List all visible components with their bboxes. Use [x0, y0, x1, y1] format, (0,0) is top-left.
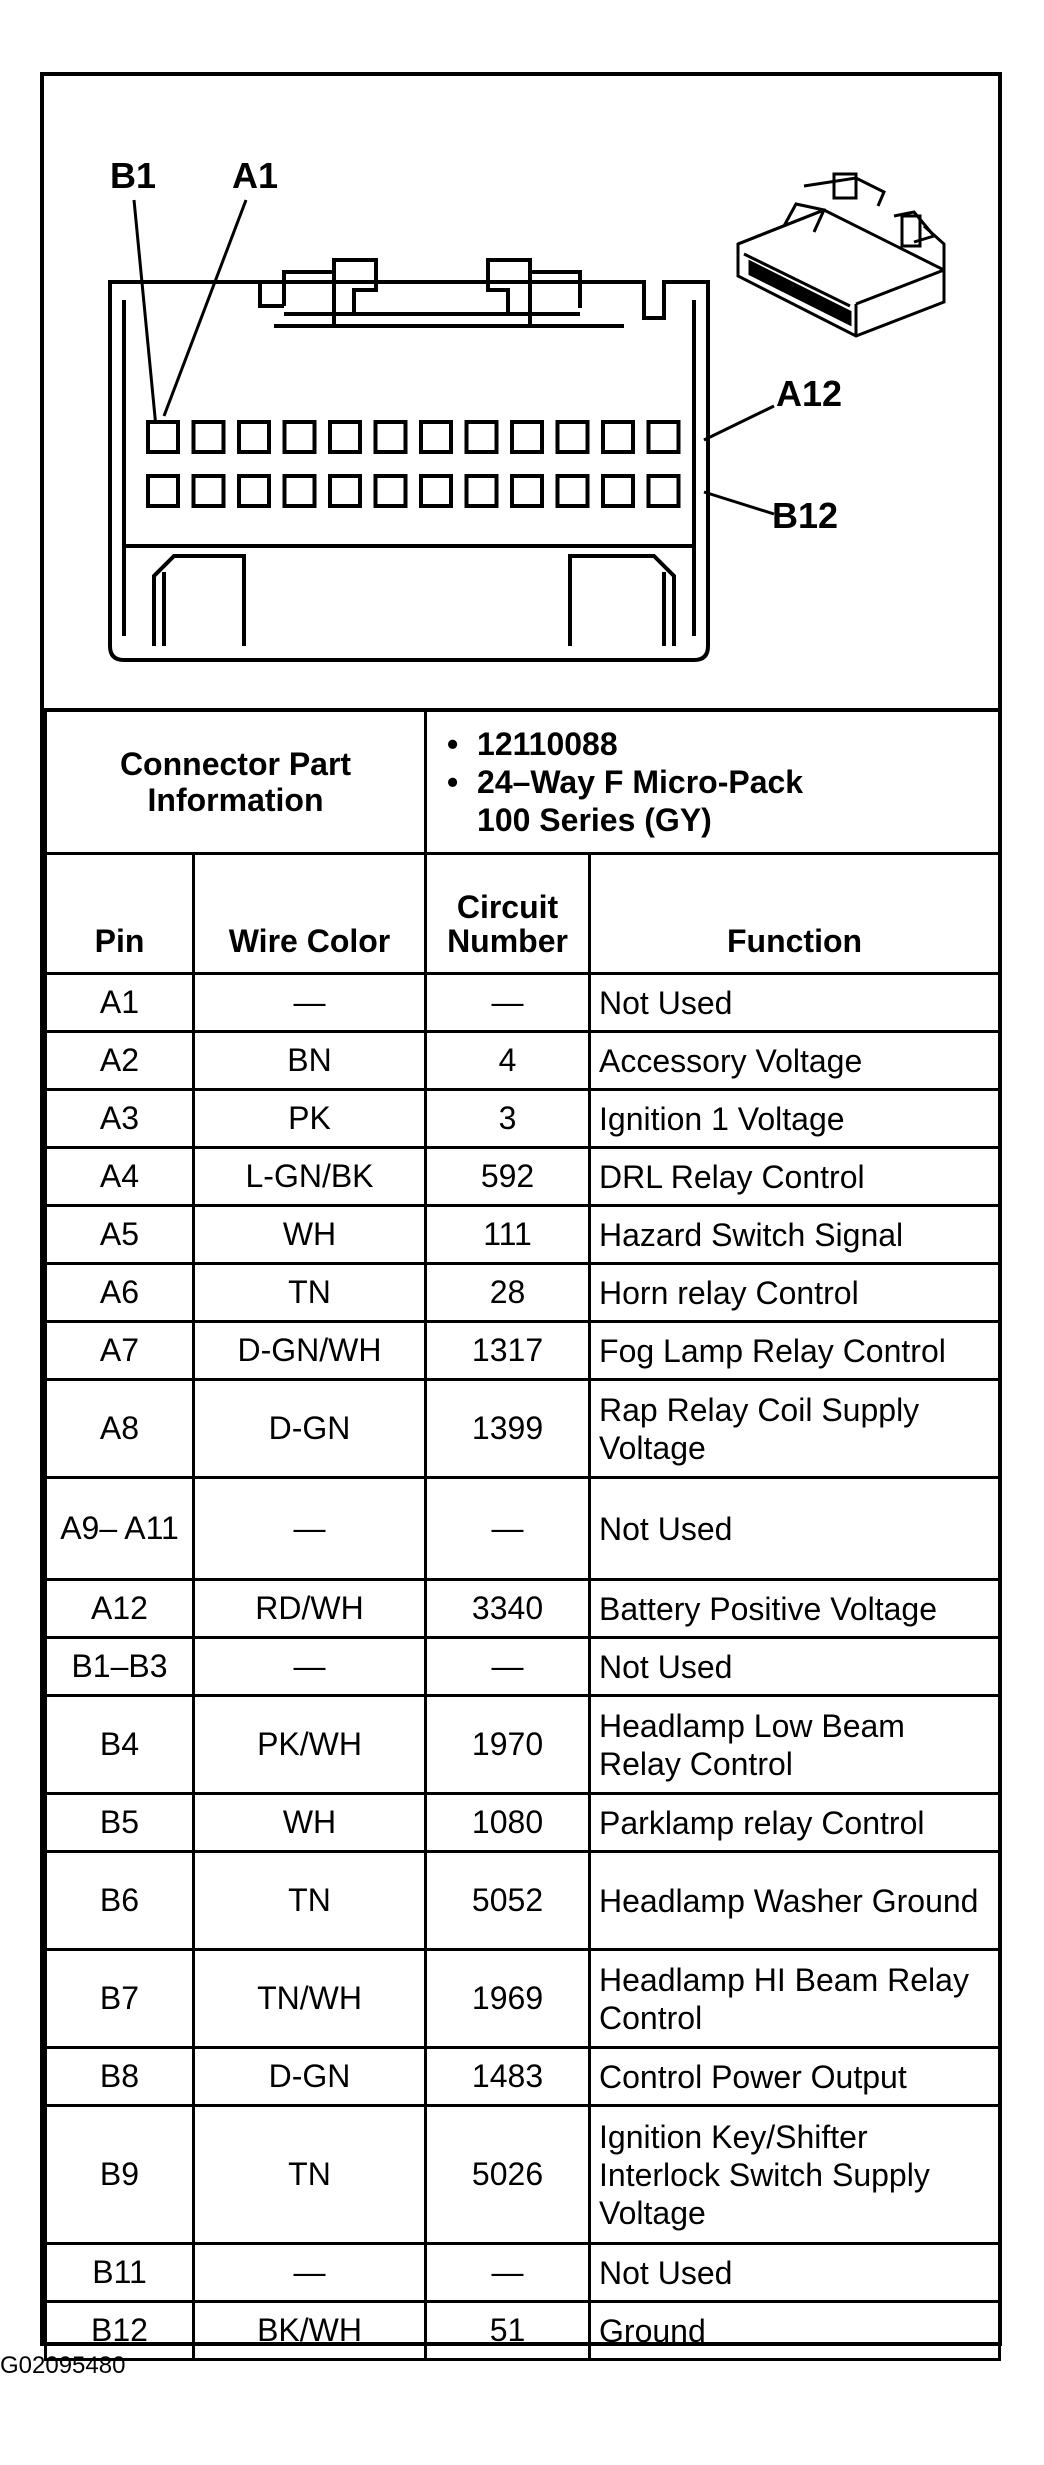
wire-color-cell: — — [194, 1478, 426, 1580]
leader-b1 — [134, 200, 158, 448]
circuit-number-cell: 1317 — [426, 1322, 590, 1380]
wire-color-cell: — — [194, 2244, 426, 2302]
circuit-number-cell: 1970 — [426, 1696, 590, 1794]
pin-cavity — [467, 476, 497, 506]
table-row — [46, 1148, 1000, 1206]
pin-cell: B5 — [46, 1794, 194, 1852]
leader-a12 — [704, 406, 774, 440]
pin-cell: A9– A11 — [46, 1478, 194, 1580]
function-cell: Headlamp Washer Ground — [590, 1852, 1000, 1950]
pin-cell: A8 — [46, 1380, 194, 1478]
function-cell: Headlamp HI Beam Relay Control — [590, 1950, 1000, 2048]
pin-cavity — [649, 422, 679, 452]
pin-cavity — [285, 476, 315, 506]
pin-cavity — [467, 422, 497, 452]
pin-cell: B9 — [46, 2106, 194, 2244]
pin-cell: B11 — [46, 2244, 194, 2302]
pin-cavity — [512, 422, 542, 452]
pin-cell: B8 — [46, 2048, 194, 2106]
connector-info-row — [46, 710, 1000, 854]
function-cell: Not Used — [590, 2244, 1000, 2302]
wire-color-cell: BK/WH — [194, 2302, 426, 2360]
header-function: Function — [590, 854, 1000, 974]
pin-cavity — [512, 476, 542, 506]
table-row — [46, 2244, 1000, 2302]
pin-cell: B6 — [46, 1852, 194, 1950]
pin-cavity — [330, 476, 360, 506]
pin-cavity — [603, 476, 633, 506]
pin-cavity — [376, 422, 406, 452]
pin-cavity — [421, 476, 451, 506]
circuit-number-cell: 1969 — [426, 1950, 590, 2048]
header-circuit-number — [426, 854, 590, 974]
function-cell: Fog Lamp Relay Control — [590, 1322, 1000, 1380]
pin-cell: A3 — [46, 1090, 194, 1148]
function-cell: Not Used — [590, 974, 1000, 1032]
pin-cavity — [558, 422, 588, 452]
circuit-number-cell: 51 — [426, 2302, 590, 2360]
header-circuit-line1: Circuit — [456, 889, 559, 925]
label-b1: B1 — [110, 155, 157, 196]
pin-cavity — [603, 422, 633, 452]
wire-color-cell: — — [194, 1638, 426, 1696]
pin-cavity — [376, 476, 406, 506]
connector-description: • 24–Way F Micro-Pack — [477, 763, 990, 801]
connector-pinout-table — [44, 708, 1001, 2361]
pin-cell: B1–B3 — [46, 1638, 194, 1696]
circuit-number-cell: 3340 — [426, 1580, 590, 1638]
pin-rows — [46, 974, 1000, 2360]
wire-color-cell: D-GN — [194, 2048, 426, 2106]
function-cell: Not Used — [590, 1638, 1000, 1696]
pin-cell: A6 — [46, 1264, 194, 1322]
pin-cavity — [194, 476, 224, 506]
pin-cavity-grid — [148, 422, 679, 506]
connector-info-heading-line1: Connector Part — [119, 745, 352, 782]
circuit-number-cell: 5052 — [426, 1852, 590, 1950]
wire-color-cell: D-GN — [194, 1380, 426, 1478]
wire-color-cell: PK/WH — [194, 1696, 426, 1794]
circuit-number-cell: 1080 — [426, 1794, 590, 1852]
table-row — [46, 1380, 1000, 1478]
table-row — [46, 1322, 1000, 1380]
pin-cavity — [330, 422, 360, 452]
pin-cavity — [239, 476, 269, 506]
header-circuit-line2: Number — [447, 923, 568, 959]
circuit-number-cell: 1399 — [426, 1380, 590, 1478]
wire-color-cell: — — [194, 974, 426, 1032]
circuit-number-cell: 3 — [426, 1090, 590, 1148]
function-cell: Horn relay Control — [590, 1264, 1000, 1322]
circuit-number-cell: — — [426, 1478, 590, 1580]
pin-cell: A2 — [46, 1032, 194, 1090]
table-row — [46, 1696, 1000, 1794]
pin-cell: B12 — [46, 2302, 194, 2360]
pin-cavity — [558, 476, 588, 506]
pin-cavity — [421, 422, 451, 452]
wire-color-cell: WH — [194, 1794, 426, 1852]
function-cell: Rap Relay Coil Supply Voltage — [590, 1380, 1000, 1478]
circuit-number-cell: 28 — [426, 1264, 590, 1322]
function-cell: Headlamp Low Beam Relay Control — [590, 1696, 1000, 1794]
wire-color-cell: TN — [194, 2106, 426, 2244]
connector-info-details — [426, 710, 1000, 854]
table-row — [46, 1852, 1000, 1950]
circuit-number-cell: 5026 — [426, 2106, 590, 2244]
pin-cell: A5 — [46, 1206, 194, 1264]
wire-color-cell: WH — [194, 1206, 426, 1264]
connector-diagram — [44, 76, 998, 712]
table-row — [46, 1090, 1000, 1148]
circuit-number-cell: — — [426, 2244, 590, 2302]
wire-color-cell: PK — [194, 1090, 426, 1148]
function-cell: Accessory Voltage — [590, 1032, 1000, 1090]
table-row — [46, 1206, 1000, 1264]
part-number: • 12110088 — [477, 725, 990, 763]
pin-cavity — [148, 422, 178, 452]
function-cell: Control Power Output — [590, 2048, 1000, 2106]
function-cell: Parklamp relay Control — [590, 1794, 1000, 1852]
connector-info-heading-line2: Information — [147, 781, 324, 818]
table-row — [46, 1478, 1000, 1580]
table-row — [46, 1580, 1000, 1638]
wire-color-cell: TN/WH — [194, 1950, 426, 2048]
header-pin: Pin — [46, 854, 194, 974]
circuit-number-cell: 592 — [426, 1148, 590, 1206]
table-row — [46, 1264, 1000, 1322]
table-row — [46, 2048, 1000, 2106]
wire-color-cell: L-GN/BK — [194, 1148, 426, 1206]
pin-cavity — [649, 476, 679, 506]
circuit-number-cell: 111 — [426, 1206, 590, 1264]
pin-cavity — [285, 422, 315, 452]
function-cell: Ground — [590, 2302, 1000, 2360]
circuit-number-cell: 4 — [426, 1032, 590, 1090]
connector-document — [40, 72, 1002, 2349]
table-row — [46, 1638, 1000, 1696]
table-row — [46, 2106, 1000, 2244]
table-row — [46, 2302, 1000, 2360]
figure-code: G02095480 — [0, 2352, 126, 2379]
connector-info-heading — [46, 710, 426, 854]
pin-cavity — [194, 422, 224, 452]
pin-cavity — [148, 476, 178, 506]
connector-3d-icon — [738, 174, 944, 336]
table-row — [46, 974, 1000, 1032]
header-wire-color: Wire Color — [194, 854, 426, 974]
circuit-number-cell: 1483 — [426, 2048, 590, 2106]
connector-face-drawing — [44, 76, 998, 708]
pin-cell: A1 — [46, 974, 194, 1032]
circuit-number-cell: — — [426, 1638, 590, 1696]
label-a1: A1 — [232, 155, 279, 196]
circuit-number-cell: — — [426, 974, 590, 1032]
pin-cell: A4 — [46, 1148, 194, 1206]
function-cell: Hazard Switch Signal — [590, 1206, 1000, 1264]
label-b12: B12 — [772, 495, 839, 536]
pin-cell: A12 — [46, 1580, 194, 1638]
table-row — [46, 1950, 1000, 2048]
function-cell: Battery Positive Voltage — [590, 1580, 1000, 1638]
table-header-row — [46, 854, 1000, 974]
pin-cell: B4 — [46, 1696, 194, 1794]
wire-color-cell: TN — [194, 1264, 426, 1322]
connector-series: 100 Series (GY) — [477, 801, 712, 838]
label-a12: A12 — [776, 373, 843, 414]
function-cell: DRL Relay Control — [590, 1148, 1000, 1206]
wire-color-cell: BN — [194, 1032, 426, 1090]
function-cell: Not Used — [590, 1478, 1000, 1580]
wire-color-cell: TN — [194, 1852, 426, 1950]
table-row — [46, 1032, 1000, 1090]
table-row — [46, 1794, 1000, 1852]
pin-cell: A7 — [46, 1322, 194, 1380]
leader-a1 — [164, 200, 246, 416]
wire-color-cell: RD/WH — [194, 1580, 426, 1638]
function-cell: Ignition 1 Voltage — [590, 1090, 1000, 1148]
leader-b12 — [704, 492, 774, 514]
wire-color-cell: D-GN/WH — [194, 1322, 426, 1380]
pin-cell: B7 — [46, 1950, 194, 2048]
pin-cavity — [239, 422, 269, 452]
function-cell: Ignition Key/Shifter Interlock Switch Supply Voltage — [590, 2106, 1000, 2244]
